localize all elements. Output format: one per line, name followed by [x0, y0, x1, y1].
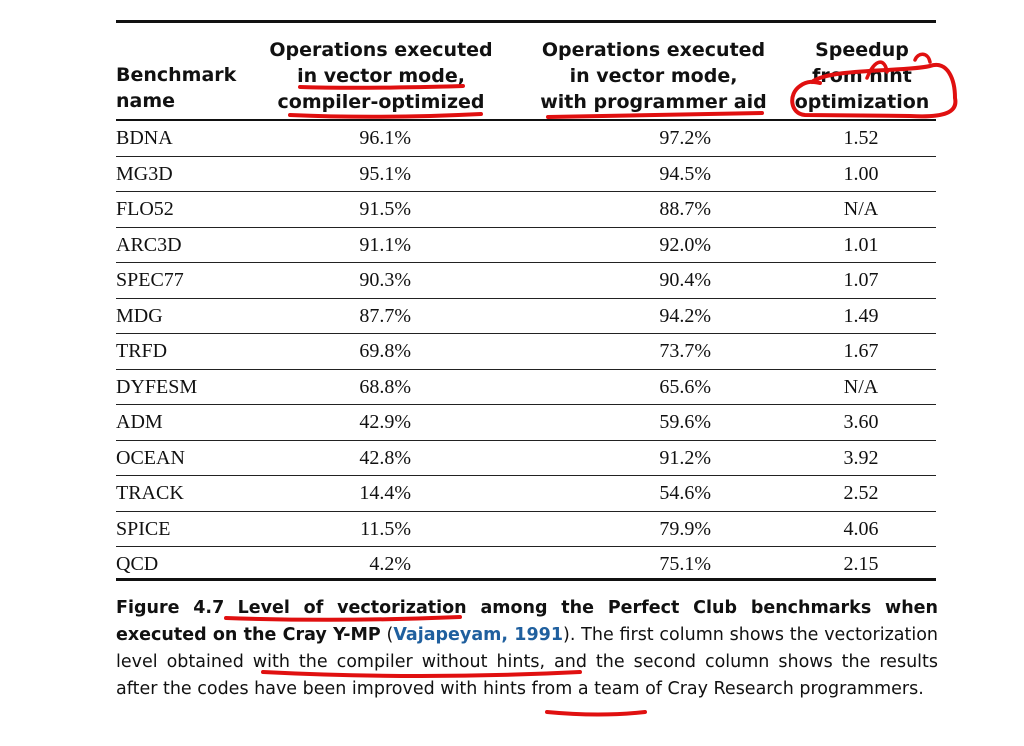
- cell-benchmark: OCEAN: [116, 446, 185, 469]
- table-row: [116, 263, 936, 299]
- cell-benchmark: MG3D: [116, 162, 173, 185]
- cell-compiler-optimized: 90.3%: [359, 269, 411, 292]
- cell-benchmark: QCD: [116, 553, 159, 576]
- cell-speedup: 3.92: [843, 446, 879, 469]
- table-row: [116, 299, 936, 335]
- cell-compiler-optimized: 4.2%: [369, 553, 411, 576]
- figure-label: Figure 4.7: [116, 598, 225, 618]
- cell-benchmark: TRFD: [116, 340, 168, 363]
- cell-benchmark: SPICE: [116, 517, 171, 540]
- citation-close: ).: [563, 625, 576, 645]
- cell-speedup: 2.52: [843, 482, 879, 505]
- cell-speedup: 1.67: [843, 340, 879, 363]
- citation-link[interactable]: Vajapeyam, 1991: [393, 625, 564, 645]
- cell-programmer-aid: 91.2%: [659, 446, 711, 469]
- header-benchmark-name: Benchmark name: [116, 64, 237, 112]
- cell-compiler-optimized: 42.8%: [359, 446, 411, 469]
- cell-compiler-optimized: 68.8%: [359, 375, 411, 398]
- table-row: [116, 547, 936, 582]
- cell-programmer-aid: 54.6%: [659, 482, 711, 505]
- figure-caption: [116, 595, 938, 703]
- cell-benchmark: DYFESM: [116, 375, 198, 398]
- cell-speedup: 2.15: [843, 553, 879, 576]
- table-row: [116, 476, 936, 512]
- table-row: [116, 512, 936, 548]
- figure-title: Level of vectorization among the Perfect Club benchmarks when executed on the Cray Y-MP: [116, 598, 939, 645]
- cell-programmer-aid: 97.2%: [659, 127, 711, 149]
- cell-compiler-optimized: 91.1%: [359, 233, 411, 256]
- cell-compiler-optimized: 11.5%: [360, 517, 411, 540]
- cell-speedup: N/A: [843, 198, 879, 221]
- cell-compiler-optimized: 69.8%: [359, 340, 411, 363]
- table-top-rule: [116, 20, 936, 23]
- table-row: [116, 334, 936, 370]
- cell-speedup: 3.60: [843, 411, 879, 434]
- table-header: [116, 37, 936, 117]
- header-programmer-aid: Operations executed in vector mode, with programmer aid: [540, 39, 767, 113]
- table-row: [116, 370, 936, 406]
- cell-programmer-aid: 75.1%: [659, 553, 711, 576]
- cell-programmer-aid: 73.7%: [659, 340, 711, 363]
- cell-speedup: 1.01: [843, 233, 879, 256]
- cell-programmer-aid: 59.6%: [659, 411, 711, 434]
- caption-body: The first column shows the vectorization level obtained with the compiler without hints, and the second column shows the results after the codes have been improved with hints from a team of Cray Research programmers.: [116, 625, 939, 699]
- cell-speedup: 1.07: [843, 269, 879, 292]
- table-row: [116, 228, 936, 264]
- cell-compiler-optimized: 96.1%: [359, 127, 411, 149]
- cell-programmer-aid: 79.9%: [659, 517, 711, 540]
- cell-speedup: 1.52: [843, 127, 879, 149]
- cell-programmer-aid: 65.6%: [659, 375, 711, 398]
- underline-with-hints: [547, 712, 645, 715]
- header-speedup: Speedup from hint optimization: [794, 39, 930, 113]
- table-row: [116, 157, 936, 193]
- cell-speedup: 1.49: [843, 304, 879, 327]
- cell-compiler-optimized: 14.4%: [359, 482, 411, 505]
- cell-speedup: 4.06: [843, 517, 879, 540]
- table-row: [116, 405, 936, 441]
- table-row: [116, 192, 936, 228]
- cell-benchmark: ARC3D: [116, 233, 182, 256]
- cell-benchmark: ADM: [116, 411, 163, 434]
- cell-benchmark: TRACK: [116, 482, 184, 505]
- cell-speedup: N/A: [843, 375, 879, 398]
- table-bottom-rule: [116, 578, 936, 581]
- table-row: [116, 121, 936, 157]
- header-compiler-optimized: Operations executed in vector mode, compiler-optimized: [269, 39, 493, 113]
- cell-programmer-aid: 94.5%: [659, 162, 711, 185]
- cell-programmer-aid: 94.2%: [659, 304, 711, 327]
- table-body: [116, 121, 936, 582]
- cell-benchmark: SPEC77: [116, 269, 184, 292]
- cell-programmer-aid: 88.7%: [659, 198, 711, 221]
- cell-benchmark: MDG: [116, 304, 163, 327]
- cell-compiler-optimized: 91.5%: [359, 198, 411, 221]
- cell-speedup: 1.00: [843, 162, 879, 185]
- table-row: [116, 441, 936, 477]
- cell-benchmark: BDNA: [116, 127, 173, 149]
- cell-programmer-aid: 92.0%: [659, 233, 711, 256]
- cell-compiler-optimized: 42.9%: [359, 411, 411, 434]
- cell-compiler-optimized: 87.7%: [359, 304, 411, 327]
- cell-compiler-optimized: 95.1%: [359, 162, 411, 185]
- cell-benchmark: FLO52: [116, 198, 174, 221]
- citation-open: (: [380, 625, 394, 645]
- cell-programmer-aid: 90.4%: [659, 269, 711, 292]
